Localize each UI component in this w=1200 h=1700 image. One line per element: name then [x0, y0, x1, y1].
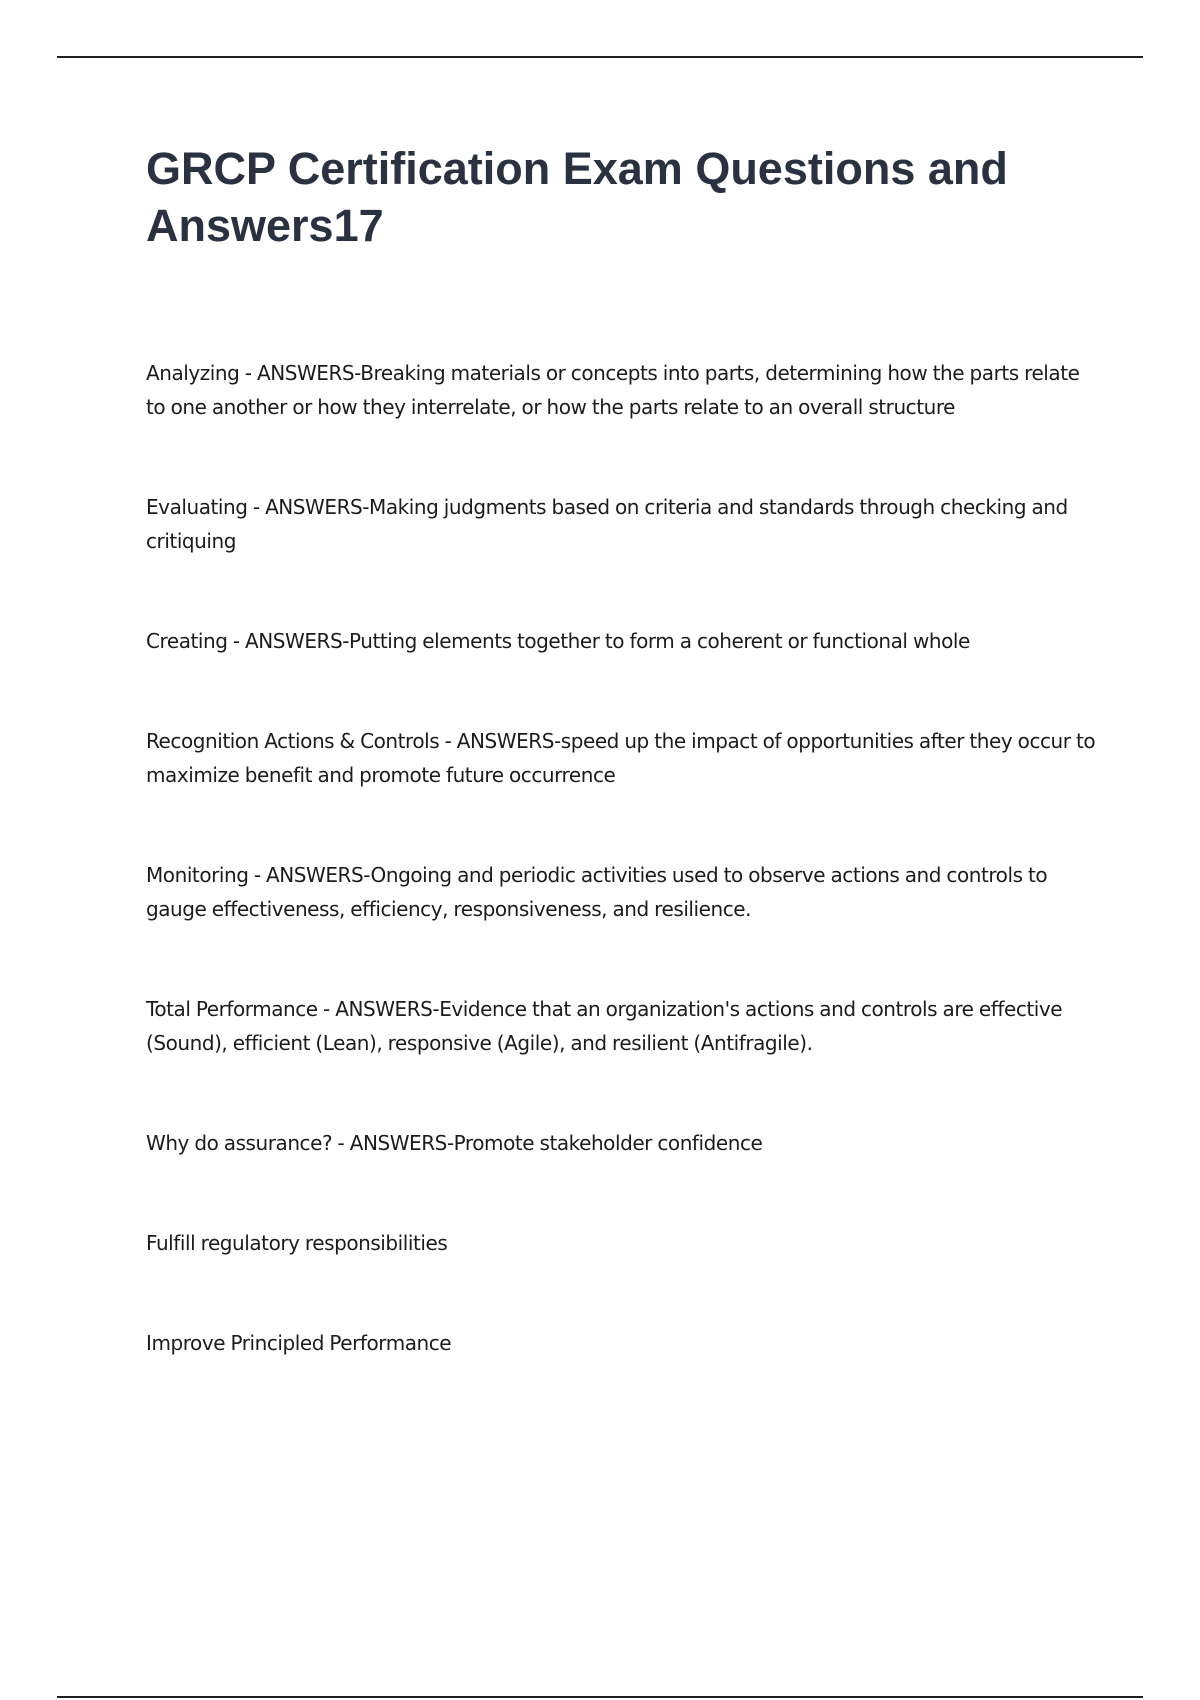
qa-item-fulfill-regulatory: Fulfill regulatory responsibilities	[146, 1231, 448, 1255]
qa-item-analyzing: Analyzing - ANSWERS-Breaking materials or concepts into parts, determining how the parts relate to one another or how they interrelate, or how the parts relate to an overall structure	[146, 361, 1080, 419]
qa-item-creating: Creating - ANSWERS-Putting elements together to form a coherent or functional whole	[146, 629, 970, 653]
document-title: GRCP Certification Exam Questions and Answers17	[146, 143, 1008, 251]
bottom-rule	[57, 1696, 1143, 1698]
qa-item-monitoring: Monitoring - ANSWERS-Ongoing and periodic activities used to observe actions and controls to gauge effectiveness, efficiency, responsiveness, and resilience.	[146, 863, 1048, 921]
qa-item-recognition-actions: Recognition Actions & Controls - ANSWERS-speed up the impact of opportunities after they occur to maximize benefit and promote future occurrence	[146, 729, 1096, 787]
qa-item-evaluating: Evaluating - ANSWERS-Making judgments based on criteria and standards through checking and critiquing	[146, 495, 1068, 553]
document-body	[146, 140, 1096, 1360]
qa-item-why-assurance: Why do assurance? - ANSWERS-Promote stakeholder confidence	[146, 1131, 763, 1155]
qa-list	[146, 356, 1096, 1360]
top-rule	[57, 56, 1143, 58]
qa-item-improve-performance: Improve Principled Performance	[146, 1331, 452, 1355]
qa-item-total-performance: Total Performance - ANSWERS-Evidence that an organization's actions and controls are effective (Sound), efficient (Lean), responsive (Agile), and resilient (Antifragile).	[146, 997, 1063, 1055]
